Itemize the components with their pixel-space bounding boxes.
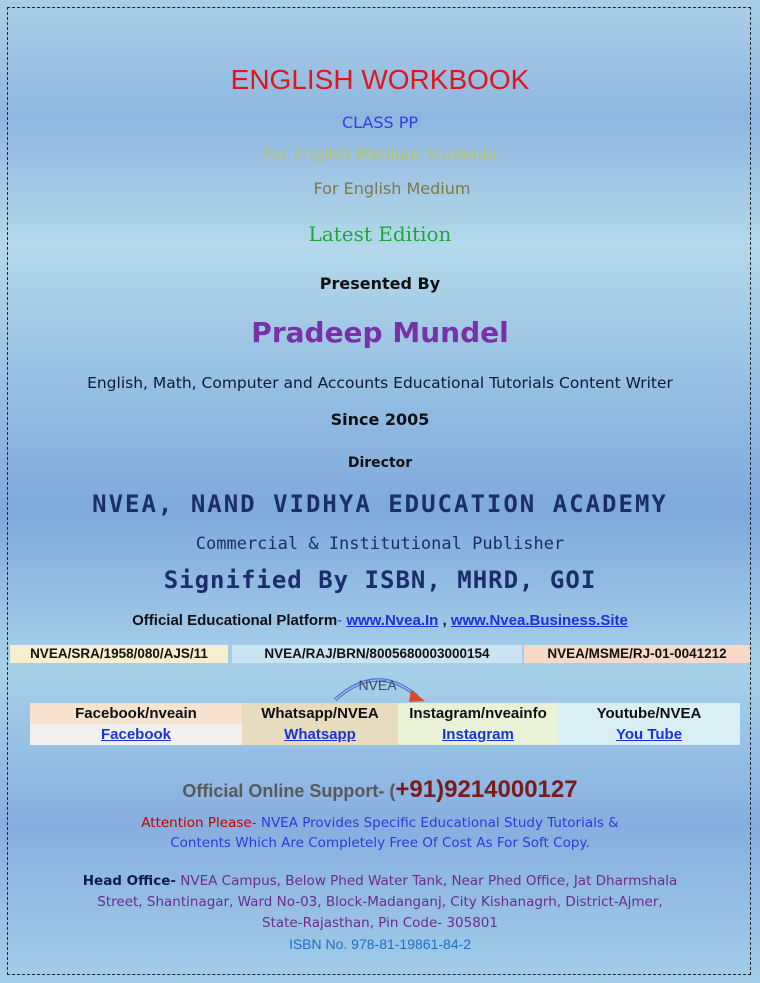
attention-line-2: Contents Which Are Completely Free Of Cost As For Soft Copy. <box>170 835 590 851</box>
youtube-handle: Youtube/NVEA <box>558 703 740 724</box>
facebook-link[interactable]: Facebook <box>100 726 172 743</box>
registration-sra: NVEA/SRA/1958/080/AJS/11 <box>10 645 228 663</box>
registration-brn: NVEA/RAJ/BRN/8005680003000154 <box>232 645 522 663</box>
whatsapp-handle: Whatsapp/NVEA <box>242 703 398 724</box>
platform-label: Official Educational Platform <box>132 612 338 629</box>
presented-by: Presented By <box>319 274 441 293</box>
support-label: Official Online Support- ( <box>182 781 396 801</box>
subtitle-medium-students: For English Medium Students <box>263 145 497 164</box>
youtube-cell <box>558 724 740 745</box>
nvea-badge-label: NVEA <box>358 677 397 693</box>
academy-name: NVEA, NAND VIDHYA EDUCATION ACADEMY <box>92 490 668 518</box>
class-label: CLASS PP <box>341 113 419 132</box>
signified-line: Signified By ISBN, MHRD, GOI <box>163 566 597 594</box>
designation: Director <box>347 455 413 471</box>
whatsapp-cell <box>242 724 398 745</box>
attention-text-1: - NVEA Provides Specific Educational Study Tutorials & <box>251 815 619 831</box>
support-phone: +91)9214000127 <box>395 776 578 803</box>
support-line <box>0 776 760 804</box>
link-separator: , <box>442 612 447 629</box>
head-office-text-1: NVEA Campus, Below Phed Water Tank, Near Phed Office, Jat Dharmshala <box>175 873 678 889</box>
edition-label: Latest Edition <box>308 222 452 246</box>
platform-line <box>0 612 760 629</box>
youtube-link[interactable]: You Tube <box>615 726 683 743</box>
head-office-line-2: Street, Shantinagar, Ward No-03, Block-Madanganj, City Kishanagrh, District-Ajmer, <box>97 894 663 910</box>
publisher-type: Commercial & Institutional Publisher <box>195 534 565 554</box>
head-office-line-3: State-Rajasthan, Pin Code- 305801 <box>262 915 498 931</box>
instagram-handle: Instagram/nveainfo <box>398 703 558 724</box>
facebook-cell <box>30 724 242 745</box>
head-office-label: Head Office- <box>82 873 176 889</box>
business-site-link[interactable]: www.Nvea.Business.Site <box>450 612 628 629</box>
attention-label: Attention Please <box>141 815 252 831</box>
facebook-handle: Facebook/nveain <box>30 703 242 724</box>
registration-msme: NVEA/MSME/RJ-01-0041212 <box>524 645 750 663</box>
website-link[interactable]: www.Nvea.In <box>346 612 439 629</box>
author-name: Pradeep Mundel <box>251 316 509 349</box>
instagram-cell <box>398 724 558 745</box>
book-title: ENGLISH WORKBOOK <box>230 64 530 95</box>
head-office-line-1 <box>0 873 760 889</box>
author-role: English, Math, Computer and Accounts Educational Tutorials Content Writer <box>87 374 673 392</box>
instagram-link[interactable]: Instagram <box>442 726 514 743</box>
attention-line-1 <box>0 815 760 831</box>
subtitle-medium: For English Medium <box>313 179 471 198</box>
since-year: Since 2005 <box>330 410 430 429</box>
platform-dash: - <box>337 612 343 629</box>
isbn-number: ISBN No. 978-81-19861-84-2 <box>288 936 472 952</box>
social-links-table <box>30 703 740 745</box>
whatsapp-link[interactable]: Whatsapp <box>284 726 356 743</box>
